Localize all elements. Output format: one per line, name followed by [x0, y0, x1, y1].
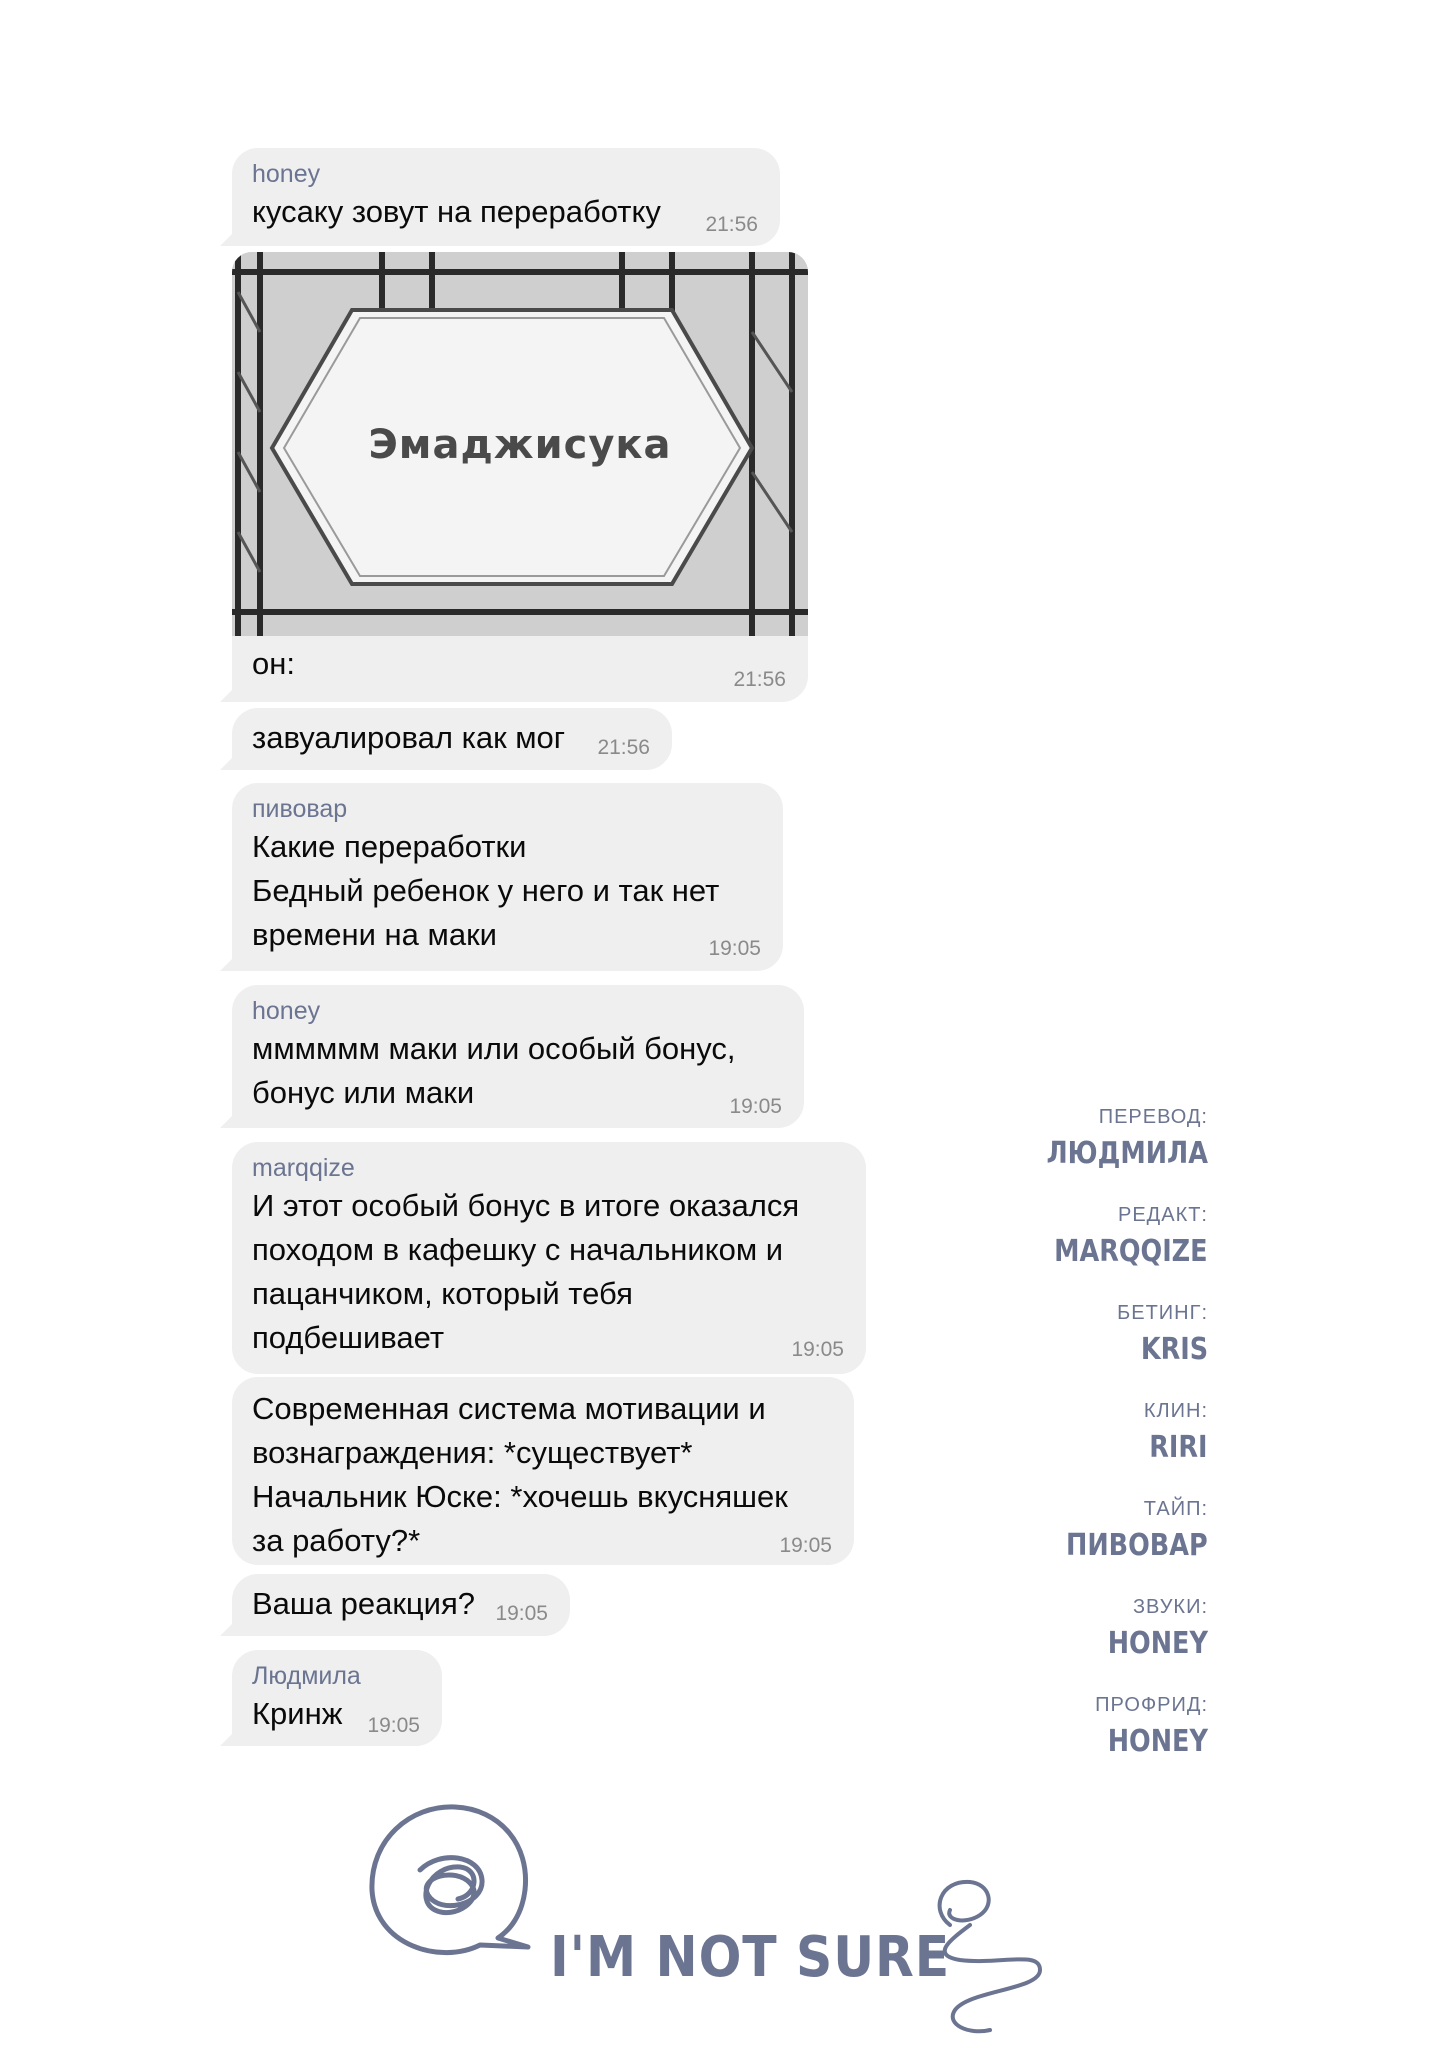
- sender-name: marqqize: [252, 1154, 355, 1182]
- message-text-line: бонус или маки: [252, 1075, 475, 1110]
- message-bubble[interactable]: [232, 708, 672, 770]
- sender-name: пивовар: [252, 795, 348, 823]
- speech-bubble-logo-icon: [360, 1795, 540, 1975]
- message-text-line: И этот особый бонус в итоге оказался: [252, 1188, 800, 1223]
- logo-text: I'M NOT SURE: [550, 1925, 951, 1990]
- message-time: 19:05: [367, 1714, 420, 1737]
- sender-name: Людмила: [252, 1662, 361, 1690]
- message-time: 19:05: [708, 937, 761, 960]
- squiggle-icon: [910, 1870, 1060, 2040]
- message-bubble[interactable]: [232, 1650, 442, 1746]
- sender-name: honey: [252, 160, 321, 188]
- credit-name: HONEY: [1107, 1724, 1208, 1759]
- message-text-line: походом в кафешку с начальником и: [252, 1232, 784, 1267]
- message-text-line: Бедный ребенок у него и так нет: [252, 873, 720, 908]
- credit-role: БЕТИНГ:: [1117, 1302, 1208, 1324]
- message-time: 19:05: [791, 1338, 844, 1361]
- credit-name: ПИВОВАР: [1066, 1528, 1208, 1563]
- credit-role: КЛИН:: [1143, 1400, 1208, 1422]
- message-text-line: времени на маки: [252, 917, 497, 952]
- message-time: 21:56: [705, 213, 758, 236]
- photo-caption: Эмаджисука: [368, 422, 672, 468]
- message-bubble-image[interactable]: [232, 252, 808, 702]
- message-text-line: Начальник Юске: *хочешь вкусняшек: [252, 1479, 788, 1514]
- credit-role: РЕДАКТ:: [1118, 1204, 1208, 1226]
- credit-role: ТАЙП:: [1143, 1498, 1208, 1520]
- message-text-line: за работу?*: [252, 1523, 421, 1558]
- message-text: кусаку зовут на переработку: [252, 194, 661, 229]
- message-bubble[interactable]: [232, 1377, 854, 1565]
- message-text: Ваша реакция?: [252, 1586, 476, 1621]
- message-text-line: Какие переработки: [252, 829, 527, 864]
- message-time: 21:56: [733, 668, 786, 691]
- credit-name: ЛЮДМИЛА: [1046, 1136, 1208, 1171]
- message-photo[interactable]: [232, 252, 808, 636]
- message-text-line: пацанчиком, который тебя: [252, 1276, 633, 1311]
- message-bubble[interactable]: [232, 985, 804, 1128]
- message-text-line: мммммм маки или особый бонус,: [252, 1031, 736, 1066]
- sender-name: honey: [252, 997, 321, 1025]
- credit-name: MARQQIZE: [1054, 1234, 1208, 1269]
- message-text: он:: [252, 646, 295, 681]
- message-text: завуалировал как мог: [252, 720, 566, 755]
- message-time: 19:05: [779, 1534, 832, 1557]
- credit-role: ПЕРЕВОД:: [1098, 1106, 1208, 1128]
- message-bubble[interactable]: [232, 1574, 570, 1636]
- message-bubble[interactable]: [232, 1142, 866, 1374]
- credit-role: ПРОФРИД:: [1095, 1694, 1208, 1716]
- credit-name: HONEY: [1107, 1626, 1208, 1661]
- message-text: Кринж: [252, 1696, 343, 1731]
- credit-name: RIRI: [1149, 1430, 1208, 1465]
- message-bubble[interactable]: [232, 783, 783, 971]
- message-text-line: Современная система мотивации и: [252, 1391, 766, 1426]
- message-text-line: вознаграждения: *существует*: [252, 1435, 693, 1470]
- credit-name: KRIS: [1140, 1332, 1208, 1367]
- message-time: 21:56: [597, 736, 650, 759]
- message-time: 19:05: [729, 1095, 782, 1118]
- message-bubble[interactable]: [232, 148, 780, 246]
- message-text-line: подбешивает: [252, 1320, 445, 1355]
- message-time: 19:05: [495, 1602, 548, 1625]
- credit-role: ЗВУКИ:: [1132, 1596, 1208, 1618]
